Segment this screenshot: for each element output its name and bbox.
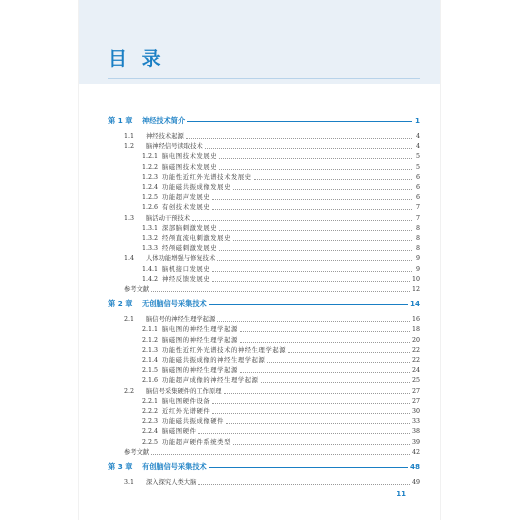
toc-sub-row [108, 172, 420, 182]
toc-entry-title: 参考文献 [124, 286, 150, 293]
toc-sub-row [108, 192, 420, 202]
toc-entry-page: 8 [415, 224, 420, 232]
toc-entry-page: 22 [411, 357, 420, 364]
toc-entry-title: 功能磁共振成像的神经生理学起源 [162, 357, 266, 364]
page-header-band [79, 0, 440, 84]
toc-entry-title: 功能超声成像的神经生理学起源 [162, 377, 259, 385]
toc-sub-row [108, 335, 420, 345]
toc-entry-page: 4 [415, 143, 420, 151]
toc-entry-number: 2.2.5 [142, 438, 159, 446]
toc-leader [151, 454, 410, 455]
toc-entry-page: 49 [411, 479, 420, 486]
toc-entry-title: 经颅直流电刺激发展史 [162, 235, 231, 242]
toc-leader [240, 372, 410, 373]
toc-leader [212, 271, 412, 272]
toc-sub-row [108, 406, 420, 416]
toc-leader [240, 331, 410, 332]
toc-entry-number: 第 3 章 [108, 462, 133, 471]
toc-entry-title: 有创脑信号采集技术 [142, 462, 207, 471]
toc-entry-title: 脑磁图的神经生理学起源 [162, 367, 238, 375]
toc-entry-page: 42 [411, 448, 420, 456]
toc-leader [217, 321, 410, 322]
toc-entry-number: 2.1.2 [142, 336, 159, 344]
toc-leader [212, 281, 410, 282]
toc-entry-title: 脑信号的神经生理学起源 [146, 316, 216, 324]
toc-entry-number: 2.1.1 [142, 326, 159, 334]
page-number: 11 [396, 490, 406, 498]
toc-entry-page: 27 [411, 387, 420, 395]
toc-entry-number: 1.3 [124, 214, 135, 222]
toc-entry-title: 功能磁共振成像发展史 [162, 184, 231, 191]
toc-leader [233, 189, 412, 190]
toc-entry-number: 第 1 章 [108, 116, 133, 125]
toc-entry-page: 7 [415, 204, 420, 212]
toc-entry-title: 神经技术起源 [146, 133, 184, 140]
toc-entry-page: 6 [415, 173, 420, 181]
toc-entry-number: 1.4 [124, 255, 135, 263]
toc-leader [212, 209, 412, 210]
toc-entry-title: 近红外光谱硬件 [162, 408, 211, 415]
toc-section-row [108, 253, 420, 263]
toc-entry-title: 神经技术简介 [142, 116, 186, 125]
toc-chapter-row [108, 298, 420, 308]
toc-section-row [108, 141, 420, 151]
toc-leader [212, 199, 412, 200]
toc-entry-number: 1.2 [124, 143, 135, 151]
toc-leader [205, 148, 412, 149]
toc-chapter-row [108, 461, 420, 471]
toc-chapter-row [108, 115, 420, 125]
toc-sub-row [108, 396, 420, 406]
toc-entry-title: 深部脑刺激发展史 [162, 224, 218, 232]
toc-entry-title: 脑电图技术发展史 [162, 153, 218, 161]
toc-entry-page: 9 [415, 255, 420, 263]
toc-sub-row [108, 426, 420, 436]
toc-entry-page: 48 [409, 462, 420, 471]
toc-leader [219, 169, 412, 170]
toc-entry-number: 2.2.2 [142, 408, 159, 415]
toc-sub-row [108, 365, 420, 375]
toc-entry-number: 2.1.5 [142, 367, 159, 375]
toc-entry-title: 参考文献 [124, 448, 150, 456]
toc-entry-number: 1.3.3 [142, 245, 159, 253]
toc-entry-title: 脑磁图硬件 [162, 428, 197, 436]
toc-entry-number: 2.1.4 [142, 357, 159, 364]
toc-leader [212, 403, 410, 404]
toc-entry-number: 2.2.1 [142, 397, 159, 405]
toc-leader [288, 352, 410, 353]
toc-entry-page: 20 [411, 336, 420, 344]
toc-sub-row [108, 264, 420, 274]
toc-entry-title: 有创技术发展史 [162, 204, 211, 212]
toc-entry-page: 6 [415, 194, 420, 202]
toc-entry-page: 8 [415, 245, 420, 253]
toc-entry-page: 33 [411, 418, 420, 426]
toc-sub-row [108, 324, 420, 334]
toc-entry-page: 5 [415, 153, 420, 161]
toc-ref-row [108, 447, 420, 457]
toc-entry-number: 1.2.3 [142, 173, 159, 181]
toc-entry-number: 1.2.1 [142, 153, 159, 161]
toc-leader [186, 138, 412, 139]
toc-entry-number: 1.2.4 [142, 184, 159, 191]
toc-entry-number: 1.3.2 [142, 235, 159, 242]
toc-sub-row [108, 345, 420, 355]
toc-leader [254, 179, 412, 180]
toc-entry-title: 深入探究人类大脑 [146, 479, 197, 486]
toc-sub-row [108, 355, 420, 365]
toc-section-row [108, 131, 420, 141]
toc-entry-number: 1.4.1 [142, 265, 159, 273]
toc-entry-title: 神经反馈发展史 [162, 275, 211, 283]
toc-ref-row [108, 284, 420, 294]
toc-entry-page: 39 [411, 438, 420, 446]
toc-entry-page: 12 [411, 286, 420, 293]
toc-sub-row [108, 437, 420, 447]
toc-entry-title: 无创脑信号采集技术 [142, 299, 207, 309]
toc-sub-row [108, 243, 420, 253]
toc-entry-number: 2.2 [124, 387, 135, 395]
toc-entry-number: 2.2.4 [142, 428, 159, 436]
toc-section-row [108, 213, 420, 223]
toc-entry-page: 7 [415, 214, 420, 222]
toc-leader [212, 413, 410, 414]
toc-entry-number: 1.1 [124, 133, 135, 140]
toc-entry-page: 22 [411, 346, 420, 354]
toc-entry-number: 1.2.5 [142, 194, 159, 202]
toc-leader [267, 362, 410, 363]
toc-entry-page: 8 [415, 235, 420, 242]
toc-entry-number: 2.1.6 [142, 377, 159, 385]
toc-entry-page: 4 [415, 133, 420, 140]
toc-leader [187, 121, 412, 122]
toc-entry-number: 2.1 [124, 316, 135, 324]
toc-entry-title: 人体功能增强与修复技术 [146, 255, 216, 263]
toc-entry-title: 功能超声硬件系统类型 [162, 438, 231, 446]
toc-leader [224, 393, 410, 394]
toc-leader [240, 342, 410, 343]
toc-entry-page: 14 [409, 299, 420, 309]
toc-entry-page: 10 [411, 275, 420, 283]
toc-section-row [108, 314, 420, 324]
toc-entry-page: 6 [415, 184, 420, 191]
toc-leader [219, 158, 412, 159]
toc-leader [219, 250, 412, 251]
toc-entry-number: 1.2.6 [142, 204, 159, 212]
toc-entry-title: 功能性近红外光谱技术发展史 [162, 173, 252, 181]
toc-entry-title: 脑电图硬件设备 [162, 397, 211, 405]
toc-entry-page: 16 [411, 316, 420, 324]
toc-entry-number: 3.1 [124, 479, 135, 486]
toc-section-row [108, 477, 420, 487]
toc-entry-title: 脑神经信号读取技术 [146, 143, 203, 151]
toc-entry-number: 2.1.3 [142, 346, 159, 354]
toc-entry-title: 脑电图的神经生理学起源 [162, 326, 238, 334]
toc-entry-title: 经颅磁刺激发展史 [162, 245, 218, 253]
toc-leader [209, 304, 408, 305]
toc-leader [233, 240, 412, 241]
toc-leader [226, 423, 410, 424]
toc-leader [198, 433, 410, 434]
toc-entry-page: 38 [411, 428, 420, 436]
toc-entry-title: 脑信号采集硬件的工作原理 [146, 387, 222, 395]
toc-entry-title: 功能磁共振成像硬件 [162, 418, 225, 426]
toc-leader [217, 260, 412, 261]
toc-section-row [108, 386, 420, 396]
toc-entry-number: 第 2 章 [108, 299, 133, 309]
toc-entry-title: 功能超声发展史 [162, 194, 211, 202]
toc-entry-page: 30 [411, 408, 420, 415]
toc-entry-number: 2.2.3 [142, 418, 159, 426]
book-page [79, 0, 440, 520]
toc-sub-row [108, 182, 420, 192]
toc-sub-row [108, 416, 420, 426]
toc-entry-number: 1.2.2 [142, 163, 159, 171]
toc-entry-title: 脑磁图技术发展史 [162, 163, 218, 171]
toc-entry-page: 9 [415, 265, 420, 273]
toc-leader [192, 220, 412, 221]
toc-entry-number: 1.4.2 [142, 275, 159, 283]
toc-entry-title: 功能性近红外光谱技术的神经生理学起源 [162, 346, 287, 354]
title-divider [108, 78, 420, 79]
page-title: 目 录 [108, 48, 165, 70]
toc-entry-page: 1 [414, 116, 420, 125]
toc-entry-page: 27 [411, 397, 420, 405]
toc-entry-page: 25 [411, 377, 420, 385]
toc-entry-page: 5 [415, 163, 420, 171]
toc-sub-row [108, 274, 420, 284]
toc-sub-row [108, 151, 420, 161]
toc-leader [151, 291, 410, 292]
toc-entry-number: 1.3.1 [142, 224, 159, 232]
toc-leader [219, 230, 412, 231]
toc-leader [198, 484, 410, 485]
toc-sub-row [108, 202, 420, 212]
toc-entry-page: 18 [411, 326, 420, 334]
toc-entry-page: 24 [411, 367, 420, 375]
toc-sub-row [108, 375, 420, 385]
toc-entry-title: 脑活动干预技术 [146, 214, 191, 222]
toc-entry-title: 脑机接口发展史 [162, 265, 211, 273]
toc-leader [261, 382, 410, 383]
toc-sub-row [108, 223, 420, 233]
toc-entry-title: 脑磁图的神经生理学起源 [162, 336, 238, 344]
toc-sub-row [108, 162, 420, 172]
toc-leader [209, 467, 408, 468]
toc-leader [233, 444, 410, 445]
toc-sub-row [108, 233, 420, 243]
